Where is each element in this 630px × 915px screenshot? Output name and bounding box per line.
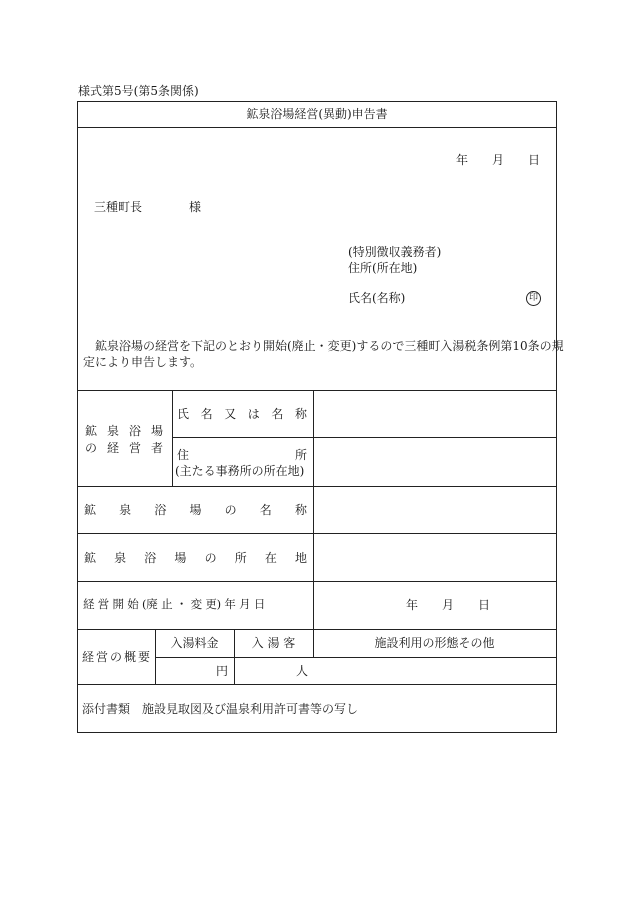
operator-name-label (177, 408, 307, 420)
label-char: 名 (271, 407, 284, 421)
label-char: 鉱 (84, 503, 97, 517)
guests-header: 入 湯 客 (251, 636, 296, 650)
operator-group-char: 鉱 (85, 424, 98, 438)
operator-group-char: 者 (150, 441, 163, 455)
row-divider-bath-name (77, 486, 557, 487)
fee-unit: 円 (216, 664, 229, 678)
declaration-line-2: 定により申告します。 (83, 355, 203, 369)
bath-name-label (84, 504, 307, 516)
guests-unit: 人 (296, 664, 309, 678)
label-char: 地 (294, 551, 307, 565)
label-value-divider (313, 390, 314, 657)
declaration-line-1: 鉱泉浴場の経営を下記のとおり開始(廃止・変更)するので三種町入湯税条例第10条の規 (95, 339, 564, 353)
operator-group-char: 浴 (128, 424, 141, 438)
start-date-year: 年 (406, 598, 419, 612)
label-char: 所 (294, 448, 307, 462)
section-divider (77, 390, 557, 391)
row-divider-overview (77, 629, 557, 630)
table-border-right (556, 101, 557, 733)
overview-label: 経営の概要 (82, 650, 153, 664)
label-char: 浴 (144, 551, 157, 565)
date-month: 月 (492, 153, 505, 167)
operator-group-line-1 (85, 425, 163, 437)
table-border-top (77, 101, 557, 102)
label-char: 鉱 (84, 551, 97, 565)
label-char: 泉 (114, 551, 127, 565)
form-number: 様式第5号(第5条関係) (78, 84, 199, 98)
table-border-bottom (77, 732, 557, 733)
overview-inner-divider (155, 657, 557, 658)
start-date-day: 日 (478, 598, 491, 612)
table-border-left (77, 101, 78, 733)
usage-header: 施設利用の形態その他 (374, 636, 495, 650)
label-char: 称 (294, 503, 307, 517)
operator-group-divider (172, 390, 173, 486)
label-char: 称 (294, 407, 307, 421)
operator-group-label (85, 425, 163, 459)
label-char: 浴 (154, 503, 167, 517)
label-char: の (224, 503, 237, 517)
label-char: 所 (234, 551, 247, 565)
form-title: 鉱泉浴場経営(異動)申告書 (246, 107, 388, 121)
label-char: 場 (189, 503, 202, 517)
label-char: 又 (224, 407, 237, 421)
operator-group-char: 場 (150, 424, 163, 438)
seal-icon: 印 (526, 291, 541, 306)
start-date-month: 月 (442, 598, 455, 612)
applicant-name-label: 氏名(名称) (348, 291, 406, 305)
date-day: 日 (528, 153, 541, 167)
addressee-name: 三種町長 (94, 200, 143, 214)
start-date-label: 経 営 開 始 (廃 止 ・ 変 更) 年 月 日 (83, 597, 266, 611)
obligor-label: (特別徴収義務者) (348, 245, 442, 259)
row-divider-bath-location (77, 533, 557, 534)
row-divider-start-date (77, 581, 557, 582)
operator-address-sublabel: (主たる事務所の所在地) (175, 464, 305, 478)
date-year: 年 (456, 153, 469, 167)
bath-location-label (84, 552, 307, 564)
operator-group-char: 泉 (106, 424, 119, 438)
label-char: 場 (174, 551, 187, 565)
attachments-text: 添付書類 施設見取図及び温泉利用許可書等の写し (82, 702, 359, 716)
operator-group-char: 営 (128, 441, 141, 455)
addressee-honorific: 様 (189, 200, 202, 214)
label-char: 在 (264, 551, 277, 565)
label-char: の (204, 551, 217, 565)
label-char: 名 (259, 503, 272, 517)
label-char: 住 (177, 448, 190, 462)
row-divider-attachments (77, 684, 557, 685)
title-divider (77, 127, 557, 128)
label-char: 氏 (177, 407, 190, 421)
operator-address-label (177, 449, 307, 461)
operator-group-char: の (85, 441, 98, 455)
label-char: 泉 (119, 503, 132, 517)
label-char: 名 (200, 407, 213, 421)
operator-group-char: 経 (106, 441, 119, 455)
fee-header: 入湯料金 (170, 636, 219, 650)
operator-group-line-2 (85, 442, 163, 454)
applicant-address-label: 住所(所在地) (348, 261, 418, 275)
label-char: は (247, 407, 260, 421)
operator-row-divider (172, 437, 557, 438)
